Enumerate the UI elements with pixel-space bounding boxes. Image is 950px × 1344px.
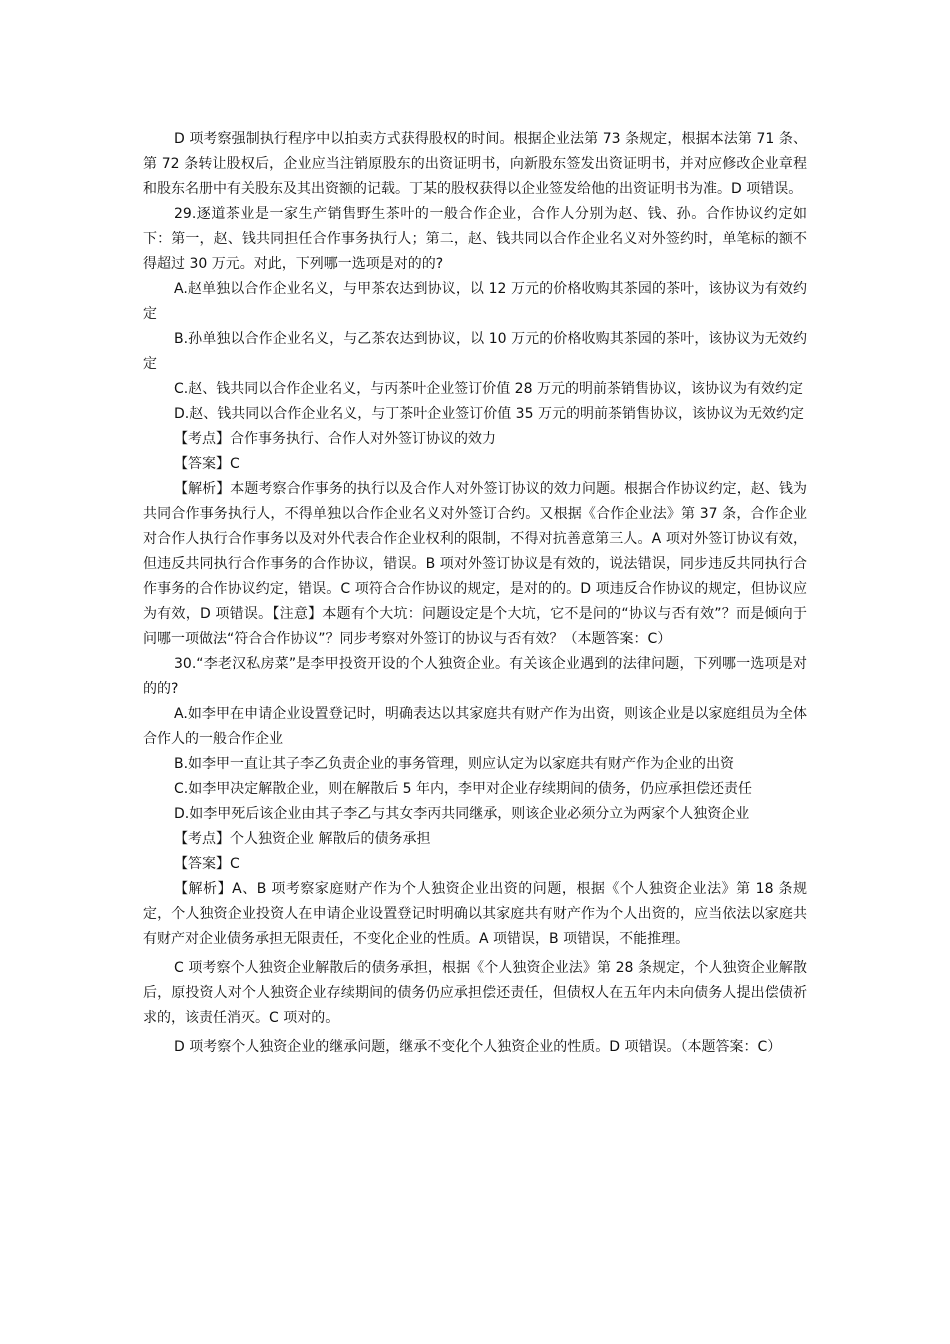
question-29-answer: 【答案】C bbox=[174, 456, 240, 472]
question-30-option-b: B.如李甲一直让其子李乙负责企业的事务管理，则应认定为以家庭共有财产作为企业的出资 bbox=[174, 756, 735, 772]
question-30-answer: 【答案】C bbox=[174, 856, 240, 872]
question-30-option-d: D.如李甲死后该企业由其子李乙与其女李丙共同继承，则该企业必须分立为两家个人独资企业 bbox=[174, 806, 750, 822]
document-body bbox=[143, 127, 807, 1060]
paragraph-d-explanation: D 项考察强制执行程序中以拍卖方式获得股权的时间。根据企业法第 73 条规定，根据本法第 71 条、第 72 条转让股权后，企业应当注销原股东的出资证明书，向新股东签发出资证明书，并对应修改企业章程和股东名册中有关股东及其出资额的记载。丁某的股权获得以企业签发给他的出资证明书为准。D 项错误。 bbox=[143, 131, 807, 197]
question-29-analysis: 【解析】本题考察合作事务的执行以及合作人对外签订协议的效力问题。根据合作协议约定，赵、钱为共同合作事务执行人，不得单独以合作企业名义对外签订合约。又根据《合作企业法》第 37 条，合作企业对合作人执行合作事务以及对外代表合作企业权利的限制，不得对抗善意第三人。A 项对外签订协议有效，但违反共同执行合作事务的合作协议，错误。B 项对外签订协议是有效的，说法错误，同步违反共同执行合作事务的合作协议约定，错误。C 项符合合作协议的规定，是对的的。D 项违反合作协议的规定，但协议应为有效，D 项错误。【注意】本题有个大坑：问题设定是个大坑，它不是问的“协议与否有效”？而是倾向于问哪一项做法“符合合作协议”？同步考察对外签订的协议与否有效？（本题答案：C） bbox=[143, 481, 807, 647]
question-29-topic: 【考点】合作事务执行、合作人对外签订协议的效力 bbox=[174, 431, 496, 447]
question-29-option-c: C.赵、钱共同以合作企业名义，与丙茶叶企业签订价值 28 万元的明前茶销售协议，该协议为有效约定 bbox=[174, 381, 803, 397]
question-30-analysis-c: C 项考察个人独资企业解散后的债务承担，根据《个人独资企业法》第 28 条规定，个人独资企业解散后，原投资人对个人独资企业存续期间的债务仍应承担偿还责任，但债权人在五年内未向债务人提出偿债祈求的，该责任消灭。C 项对的。 bbox=[143, 960, 807, 1026]
question-29-option-b: B.孙单独以合作企业名义，与乙茶农达到协议，以 10 万元的价格收购其茶园的茶叶，该协议为无效约定 bbox=[143, 331, 807, 372]
question-29: 29.逐道茶业是一家生产销售野生茶叶的一般合作企业，合作人分别为赵、钱、孙。合作协议约定如下：第一，赵、钱共同担任合作事务执行人；第二，赵、钱共同以合作企业名义对外签约时，单笔标的额不得超过 30 万元。对此，下列哪一选项是对的的? bbox=[143, 206, 807, 272]
question-30-analysis-d: D 项考察个人独资企业的继承问题，继承不变化个人独资企业的性质。D 项错误。（本题答案：C） bbox=[174, 1039, 782, 1055]
question-30-topic: 【考点】个人独资企业 解散后的债务承担 bbox=[174, 831, 431, 847]
question-30-option-c: C.如李甲决定解散企业，则在解散后 5 年内，李甲对企业存续期间的债务，仍应承担偿还责任 bbox=[174, 781, 753, 797]
question-30-option-a: A.如李甲在申请企业设置登记时，明确表达以其家庭共有财产作为出资，则该企业是以家庭组员为全体合作人的一般合作企业 bbox=[143, 706, 807, 747]
question-30: 30.“李老汉私房菜”是李甲投资开设的个人独资企业。有关该企业遇到的法律问题，下列哪一选项是对的的? bbox=[143, 656, 807, 697]
question-29-option-a: A.赵单独以合作企业名义，与甲茶农达到协议，以 12 万元的价格收购其茶园的茶叶，该协议为有效约定 bbox=[143, 281, 807, 322]
question-30-analysis-ab: 【解析】A、B 项考察家庭财产作为个人独资企业出资的问题，根据《个人独资企业法》第 18 条规定，个人独资企业投资人在申请企业设置登记时明确以其家庭共有财产作为个人出资的，应当依法以家庭共有财产对企业债务承担无限责任，不变化企业的性质。A 项错误，B 项错误，不能推理。 bbox=[143, 881, 807, 947]
question-29-option-d: D.赵、钱共同以合作企业名义，与丁茶叶企业签订价值 35 万元的明前茶销售协议，该协议为无效约定 bbox=[174, 406, 804, 422]
